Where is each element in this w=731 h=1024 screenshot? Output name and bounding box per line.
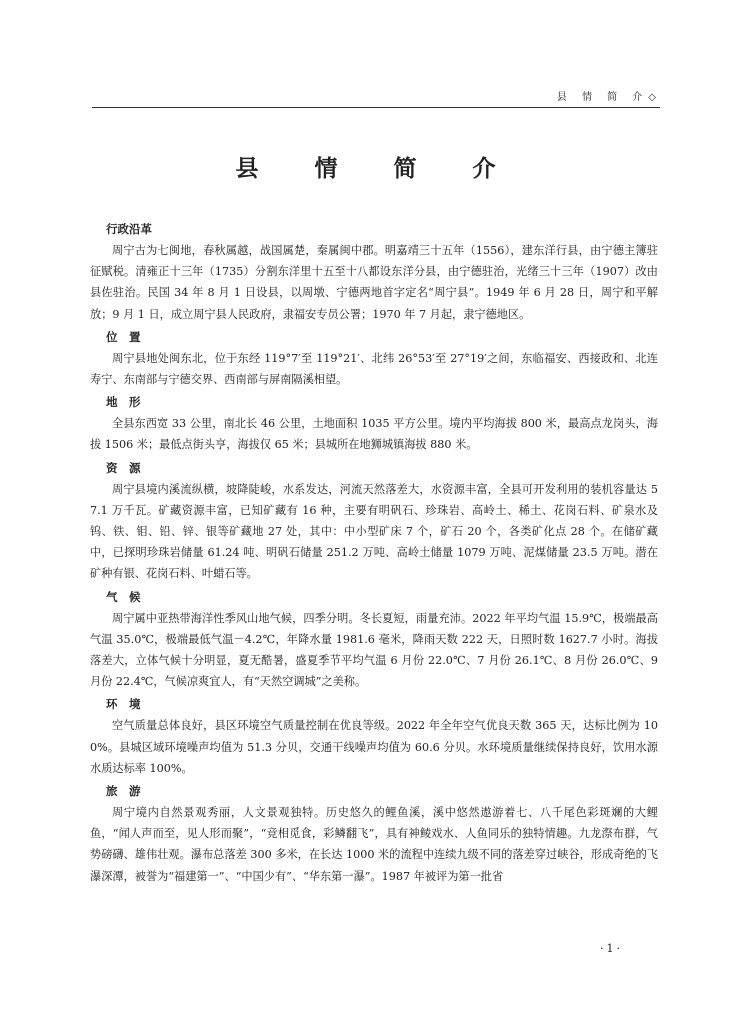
section-body-terrain: 全县东西宽 33 公里，南北长 46 公里，土地面积 1035 平方公里。境内平均海拔 800 米，最高点龙岗头，海拔 1506 米；最低点街头亨，海拔仅 65 米；县城所在地狮城镇海拔 880 米。 [90, 417, 658, 452]
section-heading-environment: 环 境 [106, 697, 141, 712]
page-number: ·1· [600, 942, 623, 955]
section-body-climate: 周宁属中亚热带海洋性季风山地气候，四季分明。冬长夏短，雨量充沛。2022 年平均气温 15.9℃，极端最高气温 35.0℃，极端最低气温－4.2℃，年降水量 1981.6 毫米，降雨天数 222 天，日照时数 1627.7 小时。海拔落差大，立体气候十分明显，夏无酷暑，盛夏季节平均气温 6 月份 22.0℃、7 月份 26.1℃、8 月份 26.0℃、9 月份 22.4℃，气候凉爽宜人，有“天然空调城”之美称。 [90, 611, 658, 689]
section-body-environment: 空气质量总体良好，县区环境空气质量控制在优良等级。2022 年全年空气优良天数 365 天，达标比例为 100%。县城区域环境噪声均值为 51.3 分贝，交通干线噪声均值为 60.6 分贝。水环境质量继续保持良好，饮用水源水质达标率 100%。 [90, 719, 658, 775]
section-heading-location: 位 置 [106, 329, 141, 344]
section-heading-climate: 气 候 [106, 589, 141, 604]
section-body-location: 周宁县地处闽东北，位于东经 119°7′至 119°21′、北纬 26°53′至 27°19′之间，东临福安、西接政和、北连寿宁、东南部与宁德交界、西南部与屏南隔溪相望。 [90, 351, 658, 387]
section-body-resources: 周宁县境内溪流纵横，坡降陡峻，水系发达，河流天然落差大，水资源丰富，全县可开发利用的装机容量达 57.1 万千瓦。矿藏资源丰富，已知矿藏有 16 种，主要有明矾石、珍珠岩、高岭土、稀土、花岗石料、矿泉水及钨、铁、钼、铅、锌、银等矿藏地 27 处，其中：中小型矿床 7 个，矿石 20 个，各类矿化点 28 个。在储矿藏中，已探明珍珠岩储量 61.24 吨、明矾石储量 251.2 万吨、高岭土储量 1079 万吨、泥煤储量 23.5 万吨。潜在矿种有银、花岗石料、叶蜡石等。 [90, 482, 658, 581]
page-title: 县 情 简 介 [235, 155, 520, 182]
section-heading-resources: 资 源 [106, 460, 141, 475]
section-heading-admin-history: 行政沿革 [106, 222, 152, 236]
section-body-admin-history: 周宁古为七闽地，春秋属越，战国属楚，秦属闽中郡。明嘉靖三十五年（1556），建东洋行县，由宁德主簿驻征赋税。清雍正十三年（1735）分割东洋里十五至十八都设东洋分县，由宁德驻治，光绪三十三年（1907）改由县佐驻治。民国 34 年 8 月 1 日设县，以周墩、宁德两地首字定名“周宁县”。1949 年 6 月 28 日，周宁和平解放；9 月 1 日，成立周宁县人民政府，隶福安专员公署；1970 年 7 月起，隶宁德地区。 [90, 244, 658, 321]
document-body [90, 218, 658, 888]
section-body-tourism: 周宁境内自然景观秀丽，人文景观独特。历史悠久的鲤鱼溪，溪中悠然遨游着七、八千尾色彩斑斓的大鲤鱼，“闻人声而至，见人形而聚”，“竞相觅食，彩鳞翻飞”，具有神鲮戏水、人鱼同乐的独特情趣。九龙漈布群，气势磅礴、雄伟壮观。瀑布总落差 300 多米，在长达 1000 米的流程中连续九级不同的落差穿过峡谷，形成奇绝的飞瀑深潭，被誉为“福建第一”、“中国少有”、“华东第一瀑”。1987 年被评为第一批省 [90, 806, 658, 883]
running-header: 县 情 简 介◇ [556, 92, 662, 103]
header-rule [92, 107, 660, 108]
section-heading-tourism: 旅 游 [106, 784, 141, 799]
section-heading-terrain: 地 形 [106, 395, 141, 410]
